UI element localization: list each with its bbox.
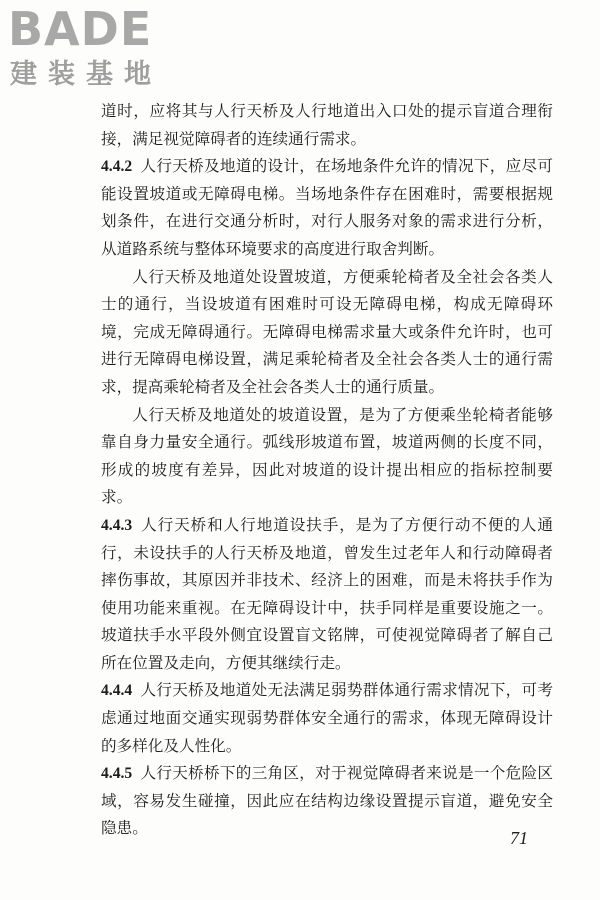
logo-subtitle: 建装基地 xyxy=(10,59,162,90)
brand-logo xyxy=(8,4,183,96)
document-body xyxy=(101,98,553,843)
paragraph-text: 道时，应将其与人行天桥及人行地道出入口处的提示盲道合理衔接，满足视觉障碍者的连续通行需求。 xyxy=(101,102,553,148)
paragraph-text: 人行天桥及地道处设置坡道，方便乘轮椅者及全社会各类人士的通行，当设坡道有困难时可设无障碍电梯，构成无障碍环境，完成无障碍通行。无障碍电梯需求量大或条件允许时，也可进行无障碍电梯设置，满足乘轮椅者及全社会各类人士的通行需求，提高乘轮椅者及全社会各类人士的通行质量。 xyxy=(101,267,553,396)
paragraph-text: 人行天桥和人行地道设扶手，是为了方便行动不便的人通行，未设扶手的人行天桥及地道，曾发生过老年人和行动障碍者摔伤事故，其原因并非技术、经济上的困难，而是未将扶手作为使用功能来重视。在无障碍设计中，扶手同样是重要设施之一。坡道扶手水平段外侧宜设置盲文铭牌，可使视觉障碍者了解自己所在位置及走向，方便其继续行走。 xyxy=(101,515,553,672)
clause-4-4-5 xyxy=(101,760,553,843)
paragraph-text: 人行天桥及地道的设计，在场地条件允许的情况下，应尽可能设置坡道或无障碍电梯。当场地条件存在困难时，需要根据规划条件，在进行交通分析时，对行人服务对象的需求进行分析，从道路系统与整体环境要求的高度进行取舍判断。 xyxy=(101,157,553,258)
clause-number: 4.4.4 xyxy=(101,682,133,700)
paragraph-text: 人行天桥及地道处无法满足弱势群体通行需求情况下，可考虑通过地面交通实现弱势群体安全通行的需求，体现无障碍设计的多样化及人性化。 xyxy=(101,681,553,755)
paragraph-ramps-elevators xyxy=(101,264,553,402)
logo-wordmark: BADE xyxy=(8,2,153,56)
page-number: 71 xyxy=(510,828,528,848)
clause-4-4-3 xyxy=(101,512,553,678)
clause-4-4-2 xyxy=(101,153,553,263)
paragraph-text: 人行天桥桥下的三角区，对于视觉障碍者来说是一个危险区域，容易发生碰撞，因此应在结构边缘设置提示盲道，避免安全隐患。 xyxy=(101,764,553,838)
paragraph-ramp-design xyxy=(101,402,553,512)
clause-number: 4.4.5 xyxy=(101,765,133,783)
paragraph-text: 人行天桥及地道处的坡道设置，是为了方便乘坐轮椅者能够靠自身力量安全通行。弧线形坡道布置，坡道两侧的长度不同，形成的坡度有差异，因此对坡道的设计提出相应的指标控制要求。 xyxy=(101,405,553,507)
clause-number: 4.4.2 xyxy=(101,158,133,176)
clause-number: 4.4.3 xyxy=(101,516,133,534)
paragraph-continuation xyxy=(101,98,553,153)
clause-4-4-4 xyxy=(101,677,553,760)
